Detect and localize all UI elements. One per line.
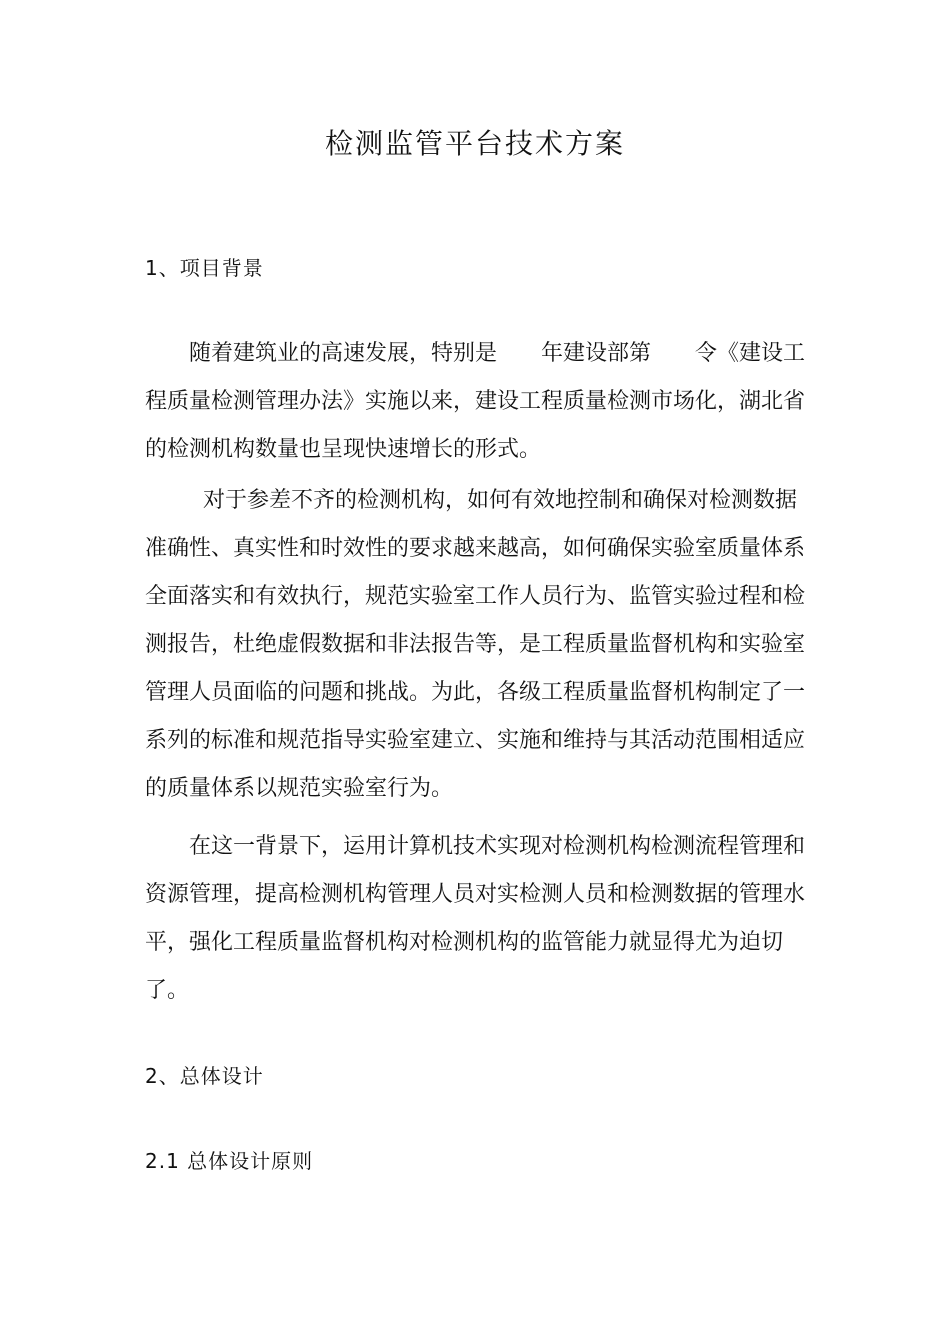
paragraph-2-line-7: 的质量体系以规范实验室行为。 (145, 776, 454, 801)
paragraph-1-line-2: 程质量检测管理办法》实施以来，建设工程质量检测市场化，湖北省 (145, 389, 806, 414)
paragraph-2-line-2: 准确性、真实性和时效性的要求越来越高，如何确保实验室质量体系 (145, 536, 806, 561)
paragraph-3-line-4: 了。 (145, 978, 190, 1003)
paragraph-2-line-6: 系列的标准和规范指导实验室建立、实施和维持与其活动范围相适应 (145, 728, 806, 753)
paragraph-1-line-1-part-b: 年建设部第 (541, 341, 652, 366)
section-1-heading: 1、项目背景 (145, 256, 264, 280)
section-2-heading: 2、总体设计 (145, 1064, 264, 1088)
paragraph-2-line-5: 管理人员面临的问题和挑战。为此，各级工程质量监督机构制定了一 (145, 680, 806, 705)
paragraph-2-line-1: 对于参差不齐的检测机构，如何有效地控制和确保对检测数据 (203, 488, 798, 513)
paragraph-2 (145, 477, 810, 813)
paragraph-1 (145, 330, 810, 474)
paragraph-3 (145, 823, 810, 1015)
paragraph-1-line-3: 的检测机构数量也呈现快速增长的形式。 (145, 437, 542, 462)
section-2-1-heading: 2.1 总体设计原则 (145, 1149, 314, 1173)
paragraph-1-line-1-part-a: 随着建筑业的高速发展，特别是 (189, 341, 498, 366)
document-title: 检测监管平台技术方案 (324, 127, 625, 160)
paragraph-2-line-3: 全面落实和有效执行，规范实验室工作人员行为、监管实验过程和检 (145, 584, 806, 609)
paragraph-2-line-4: 测报告，杜绝虚假数据和非法报告等，是工程质量监督机构和实验室 (145, 632, 806, 657)
paragraph-1-line-1 (145, 330, 810, 378)
paragraph-3-line-1: 在这一背景下，运用计算机技术实现对检测机构检测流程管理和 (189, 834, 806, 859)
paragraph-3-line-3: 平，强化工程质量监督机构对检测机构的监管能力就显得尤为迫切 (145, 930, 784, 955)
paragraph-1-line-1-part-c: 令《建设工 (695, 341, 806, 366)
paragraph-3-line-2: 资源管理，提高检测机构管理人员对实检测人员和检测数据的管理水 (145, 882, 806, 907)
